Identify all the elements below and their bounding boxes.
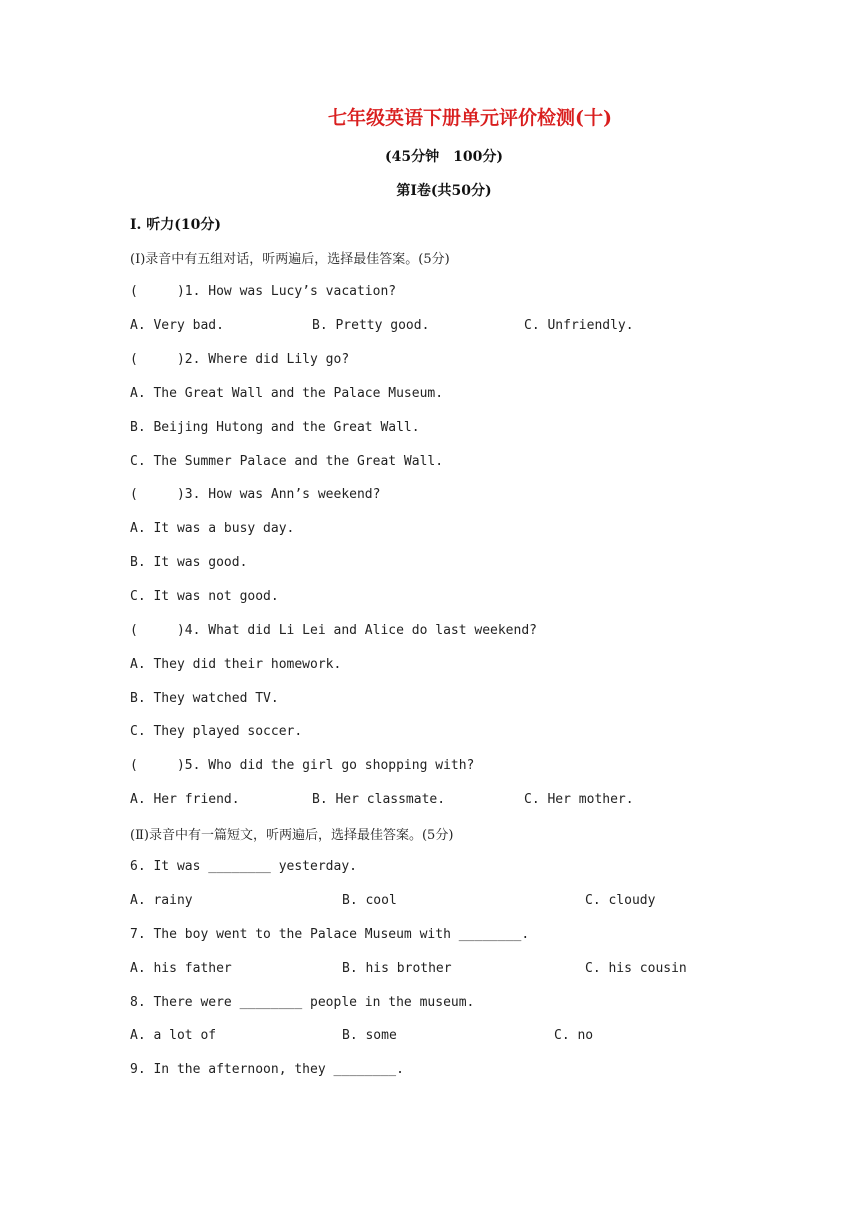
option-2a: A. The Great Wall and the Palace Museum. (130, 386, 444, 401)
option-5b: B. Her classmate. (312, 792, 446, 807)
option-2c: C. The Summer Palace and the Great Wall. (130, 454, 444, 469)
question-5: ( )5. Who did the girl go shopping with? (130, 758, 475, 773)
option-5c: C. Her mother. (524, 792, 634, 807)
option-8c: C. no (554, 1028, 594, 1043)
option-4a: A. They did their homework. (130, 657, 342, 672)
option-3a: A. It was a busy day. (130, 521, 295, 536)
instruction-1: (Ⅰ)录音中有五组对话，听两遍后，选择最佳答案。(5分) (130, 252, 450, 267)
page-title: 七年级英语下册单元评价检测(十) (328, 107, 612, 129)
question-2: ( )2. Where did Lily go? (130, 352, 350, 367)
option-3c: C. It was not good. (130, 589, 279, 604)
question-3: ( )3. How was Ann’s weekend? (130, 487, 381, 502)
option-6b: B. cool (342, 893, 397, 908)
option-7c: C. his cousin (585, 961, 687, 976)
section-heading: 第Ⅰ卷(共50分) (396, 183, 492, 199)
option-3b: B. It was good. (130, 555, 248, 570)
option-6c: C. cloudy (585, 893, 656, 908)
question-7: 7. The boy went to the Palace Museum with ________. (130, 927, 530, 942)
option-1c: C. Unfriendly. (524, 318, 634, 333)
instruction-2: (Ⅱ)录音中有一篇短文，听两遍后，选择最佳答案。(5分) (130, 828, 454, 843)
option-2b: B. Beijing Hutong and the Great Wall. (130, 420, 420, 435)
option-8b: B. some (342, 1028, 397, 1043)
option-1a: A. Very bad. (130, 318, 224, 333)
question-9: 9. In the afternoon, they ________. (130, 1062, 404, 1077)
time-score-info: (45分钟 100分) (385, 149, 503, 165)
question-6: 6. It was ________ yesterday. (130, 859, 357, 874)
question-4: ( )4. What did Li Lei and Alice do last weekend? (130, 623, 537, 638)
option-4b: B. They watched TV. (130, 691, 279, 706)
question-1: ( )1. How was Lucy’s vacation? (130, 284, 397, 299)
question-8: 8. There were ________ people in the museum. (130, 995, 475, 1010)
option-7b: B. his brother (342, 961, 452, 976)
option-1b: B. Pretty good. (312, 318, 430, 333)
option-8a: A. a lot of (130, 1028, 217, 1043)
option-4c: C. They played soccer. (130, 724, 303, 739)
option-7a: A. his father (130, 961, 232, 976)
part-heading: Ⅰ. 听力(10分) (130, 217, 222, 233)
option-5a: A. Her friend. (130, 792, 240, 807)
option-6a: A. rainy (130, 893, 193, 908)
